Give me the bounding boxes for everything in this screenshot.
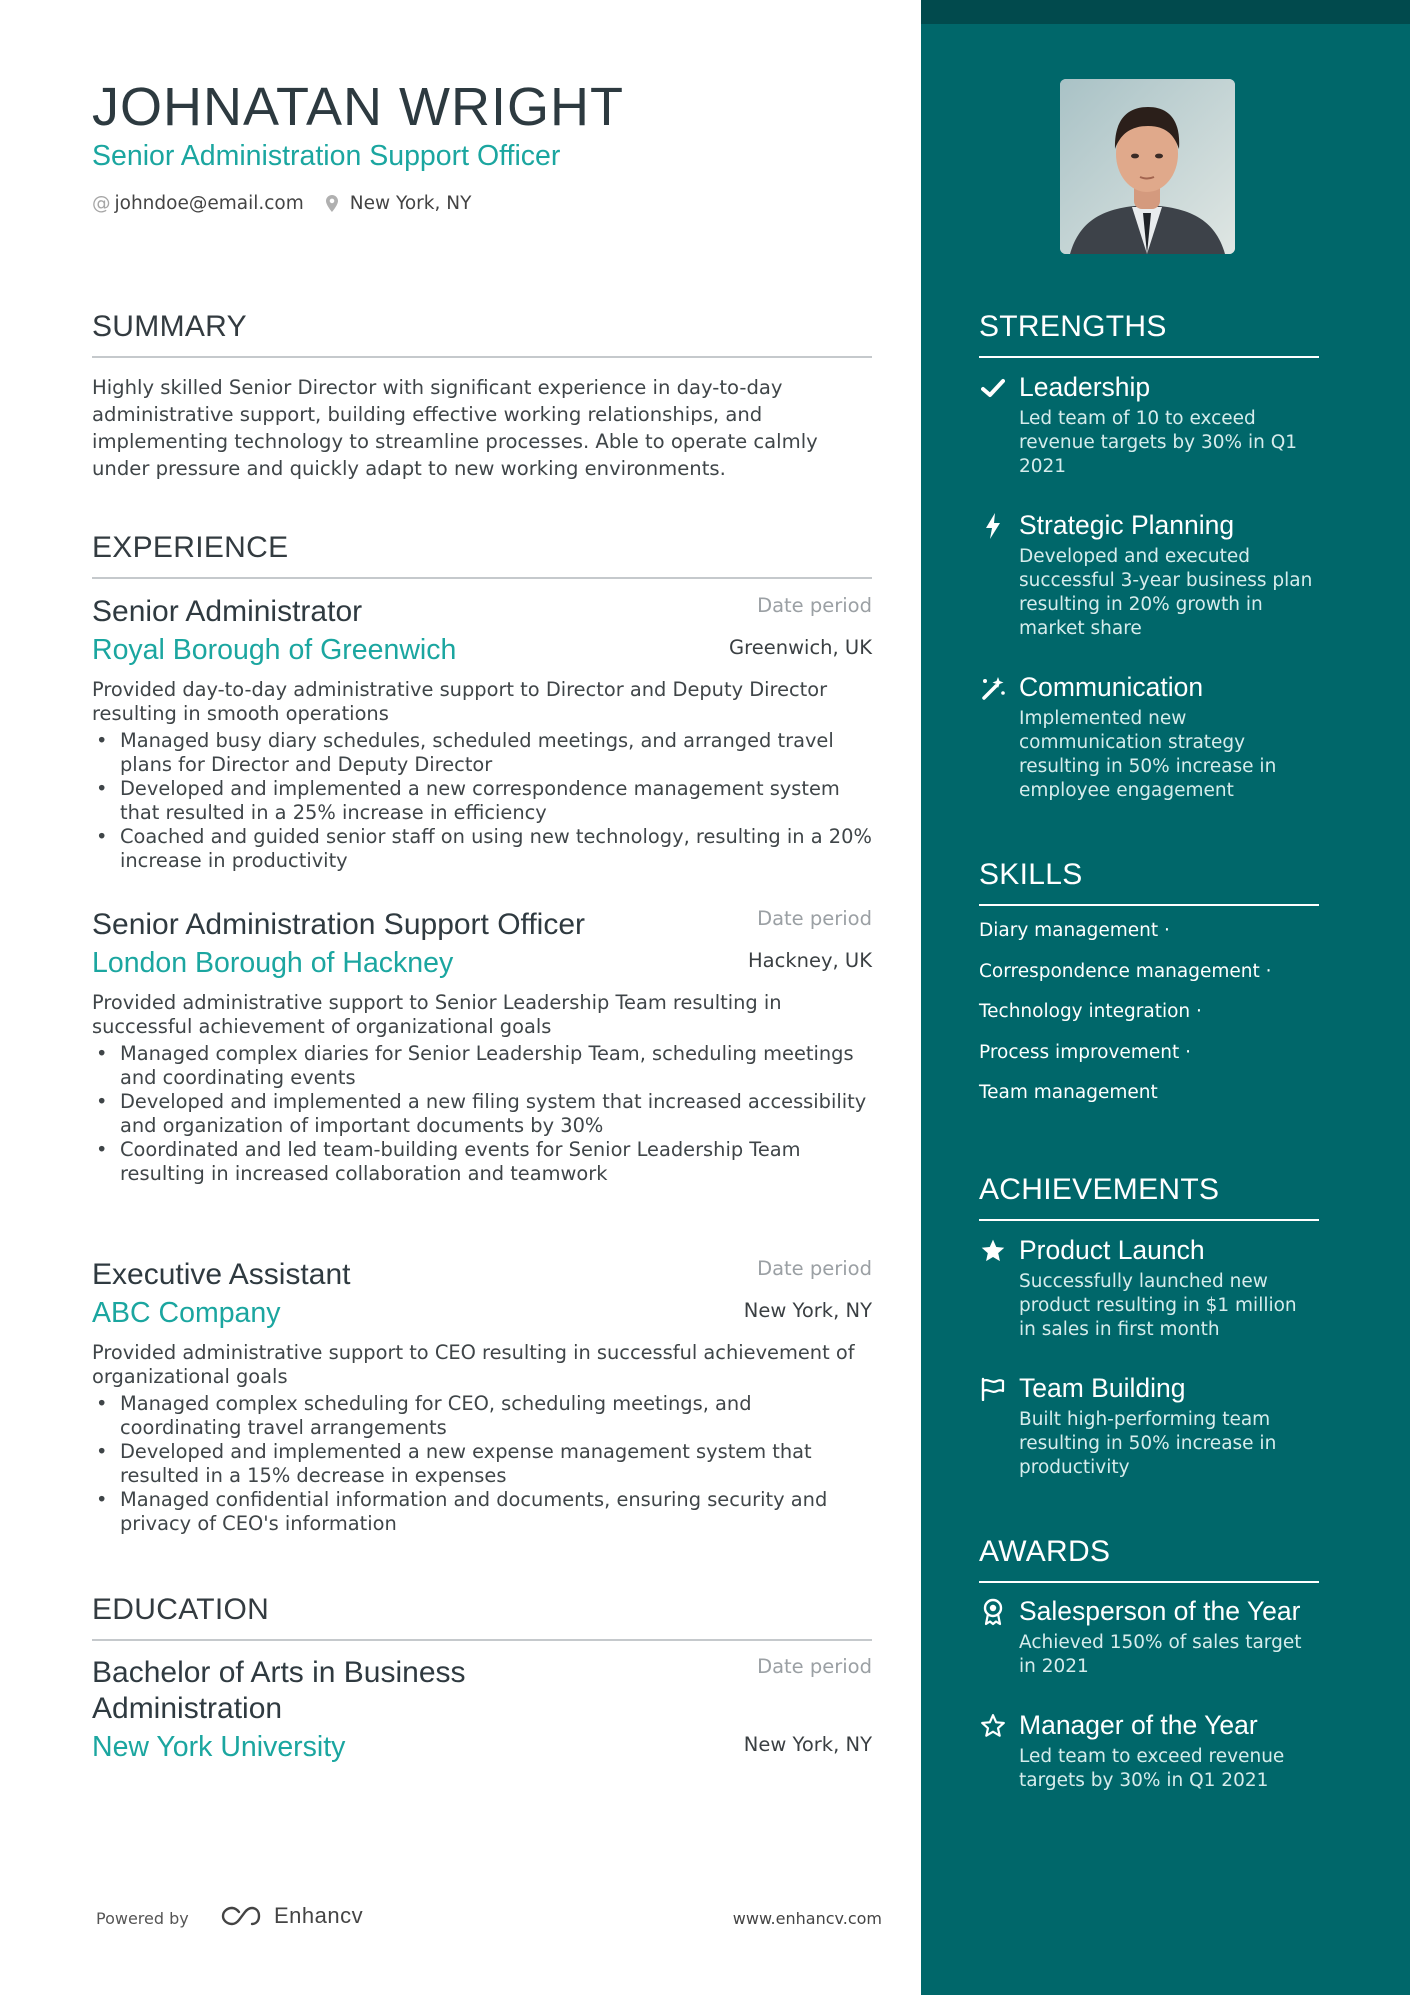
contact-row bbox=[92, 193, 471, 214]
email-link[interactable]: johndoe@email.com bbox=[114, 193, 304, 214]
skills-heading: SKILLS bbox=[979, 858, 1319, 906]
bullet-list bbox=[92, 1042, 872, 1186]
strength-text: Led team of 10 to exceed revenue targets by 30% in Q1 2021 bbox=[1019, 408, 1298, 477]
strength-title: Strategic Planning bbox=[1019, 510, 1235, 540]
skill-tag: Technology integration · bbox=[979, 1001, 1202, 1022]
bullet-item: • Developed and implemented a new expense management system that resulted in a 15% decrease in expenses bbox=[92, 1440, 872, 1488]
achievement-title: Team Building bbox=[1019, 1373, 1186, 1403]
sidebar bbox=[921, 0, 1410, 1995]
sidebar-top-bar bbox=[921, 0, 1410, 24]
experience-heading: EXPERIENCE bbox=[92, 531, 872, 579]
brand-name: Enhancv bbox=[274, 1903, 364, 1928]
education-date: Date period bbox=[757, 1655, 872, 1678]
experience-entry bbox=[92, 594, 872, 873]
strength-text: Developed and executed successful 3-year business plan resulting in 20% growth in market share bbox=[1019, 546, 1313, 639]
company-name: Royal Borough of Greenwich bbox=[92, 634, 457, 666]
school-name: New York University bbox=[92, 1731, 346, 1763]
award-medal-icon bbox=[979, 1598, 1007, 1626]
profile-photo bbox=[1060, 79, 1235, 254]
skills-list bbox=[979, 919, 1319, 1122]
education-entry bbox=[92, 1655, 872, 1771]
bullet-item: • Coached and guided senior staff on using new technology, resulting in a 20% increase in productivity bbox=[92, 825, 872, 873]
bullet-item: • Managed complex scheduling for CEO, scheduling meetings, and coordinating travel arrangements bbox=[92, 1392, 872, 1440]
award-text: Led team to exceed revenue targets by 30% in Q1 2021 bbox=[1019, 1746, 1285, 1791]
location-pin-icon bbox=[326, 195, 338, 212]
candidate-name: JOHNATAN WRIGHT bbox=[92, 77, 624, 137]
flag-icon bbox=[979, 1375, 1007, 1403]
job-location: New York, NY bbox=[743, 1299, 872, 1322]
job-role: Senior Administration Support Officer bbox=[92, 908, 586, 941]
strengths-heading: STRENGTHS bbox=[979, 310, 1319, 358]
strength-item bbox=[979, 508, 1319, 641]
achievements-heading: ACHIEVEMENTS bbox=[979, 1173, 1319, 1221]
bullet-item: • Developed and implemented a new filing system that increased accessibility and organization of important documents by 30% bbox=[92, 1090, 872, 1138]
company-name: London Borough of Hackney bbox=[92, 947, 454, 979]
website-link[interactable]: www.enhancv.com bbox=[732, 1909, 882, 1928]
experience-entry bbox=[92, 907, 872, 1186]
summary-text: Highly skilled Senior Director with significant experience in day-to-day administrative support, building effective working relationships, and implementing technology to streamline processes. Able to operate calmly under pressure and quickly adapt to new working environments. bbox=[92, 376, 818, 480]
bullet-item: • Developed and implemented a new correspondence management system that resulted in a 25% increase in efficiency bbox=[92, 777, 872, 825]
strength-item bbox=[979, 670, 1319, 803]
bullet-item: • Managed complex diaries for Senior Leadership Team, scheduling meetings and coordinating events bbox=[92, 1042, 872, 1090]
job-role: Senior Administrator bbox=[92, 595, 363, 628]
award-item bbox=[979, 1708, 1319, 1793]
achievement-item bbox=[979, 1371, 1319, 1480]
enhancv-logo[interactable] bbox=[218, 1903, 363, 1929]
summary-heading: SUMMARY bbox=[92, 310, 872, 358]
strength-title: Communication bbox=[1019, 672, 1204, 702]
bullet-item: • Managed confidential information and documents, ensuring security and privacy of CEO's information bbox=[92, 1488, 872, 1536]
location-text: New York, NY bbox=[349, 193, 472, 214]
star-filled-icon bbox=[979, 1237, 1007, 1265]
star-outline-icon bbox=[979, 1712, 1007, 1740]
job-description: Provided administrative support to Senior Leadership Team resulting in successful achievement of organizational goals bbox=[92, 991, 782, 1038]
achievement-title: Product Launch bbox=[1019, 1235, 1205, 1265]
skill-tag: Process improvement · bbox=[979, 1041, 1191, 1063]
strength-title: Leadership bbox=[1019, 372, 1151, 402]
skill-tag: Correspondence management · bbox=[979, 960, 1272, 982]
footer bbox=[96, 1903, 882, 1933]
award-item bbox=[979, 1594, 1319, 1679]
job-location: Greenwich, UK bbox=[729, 636, 872, 659]
bullet-list bbox=[92, 1392, 872, 1536]
checkmark-icon bbox=[979, 374, 1007, 402]
strength-item bbox=[979, 370, 1319, 479]
award-title: Salesperson of the Year bbox=[1019, 1596, 1301, 1626]
strength-text: Implemented new communication strategy resulting in 50% increase in employee engagement bbox=[1019, 708, 1277, 801]
bullet-item: • Coordinated and led team-building events for Senior Leadership Team resulting in increased collaboration and teamwork bbox=[92, 1138, 872, 1186]
education-heading: EDUCATION bbox=[92, 1593, 872, 1641]
bullet-list bbox=[92, 729, 872, 873]
bullet-item: • Managed busy diary schedules, scheduled meetings, and arranged travel plans for Director and Deputy Director bbox=[92, 729, 872, 777]
job-description: Provided day-to-day administrative support to Director and Deputy Director resulting in smooth operations bbox=[92, 678, 828, 725]
award-text: Achieved 150% of sales target in 2021 bbox=[1019, 1632, 1302, 1677]
candidate-title: Senior Administration Support Officer bbox=[92, 140, 561, 172]
achievement-item bbox=[979, 1233, 1319, 1342]
skill-tag: Diary management · bbox=[979, 920, 1170, 941]
awards-heading: AWARDS bbox=[979, 1535, 1319, 1583]
enhancv-logo-icon bbox=[218, 1904, 266, 1928]
achievement-text: Built high-performing team resulting in 50% increase in productivity bbox=[1019, 1409, 1277, 1478]
magic-wand-icon bbox=[979, 674, 1007, 702]
degree-title: Bachelor of Arts in Business Administration bbox=[92, 1656, 466, 1725]
school-location: New York, NY bbox=[743, 1733, 872, 1756]
job-description: Provided administrative support to CEO resulting in successful achievement of organizational goals bbox=[92, 1341, 855, 1388]
job-date: Date period bbox=[757, 1257, 872, 1280]
achievement-text: Successfully launched new product resulting in $1 million in sales in first month bbox=[1019, 1271, 1297, 1340]
experience-entry bbox=[92, 1257, 872, 1536]
job-role: Executive Assistant bbox=[92, 1258, 351, 1291]
job-date: Date period bbox=[757, 907, 872, 930]
lightning-icon bbox=[979, 512, 1007, 540]
job-location: Hackney, UK bbox=[748, 949, 872, 972]
job-date: Date period bbox=[757, 594, 872, 617]
award-title: Manager of the Year bbox=[1019, 1710, 1258, 1740]
company-name: ABC Company bbox=[92, 1297, 281, 1329]
at-sign-icon: @ bbox=[92, 193, 111, 214]
skill-tag: Team management bbox=[979, 1082, 1158, 1103]
powered-by-text: Powered by bbox=[96, 1909, 189, 1928]
